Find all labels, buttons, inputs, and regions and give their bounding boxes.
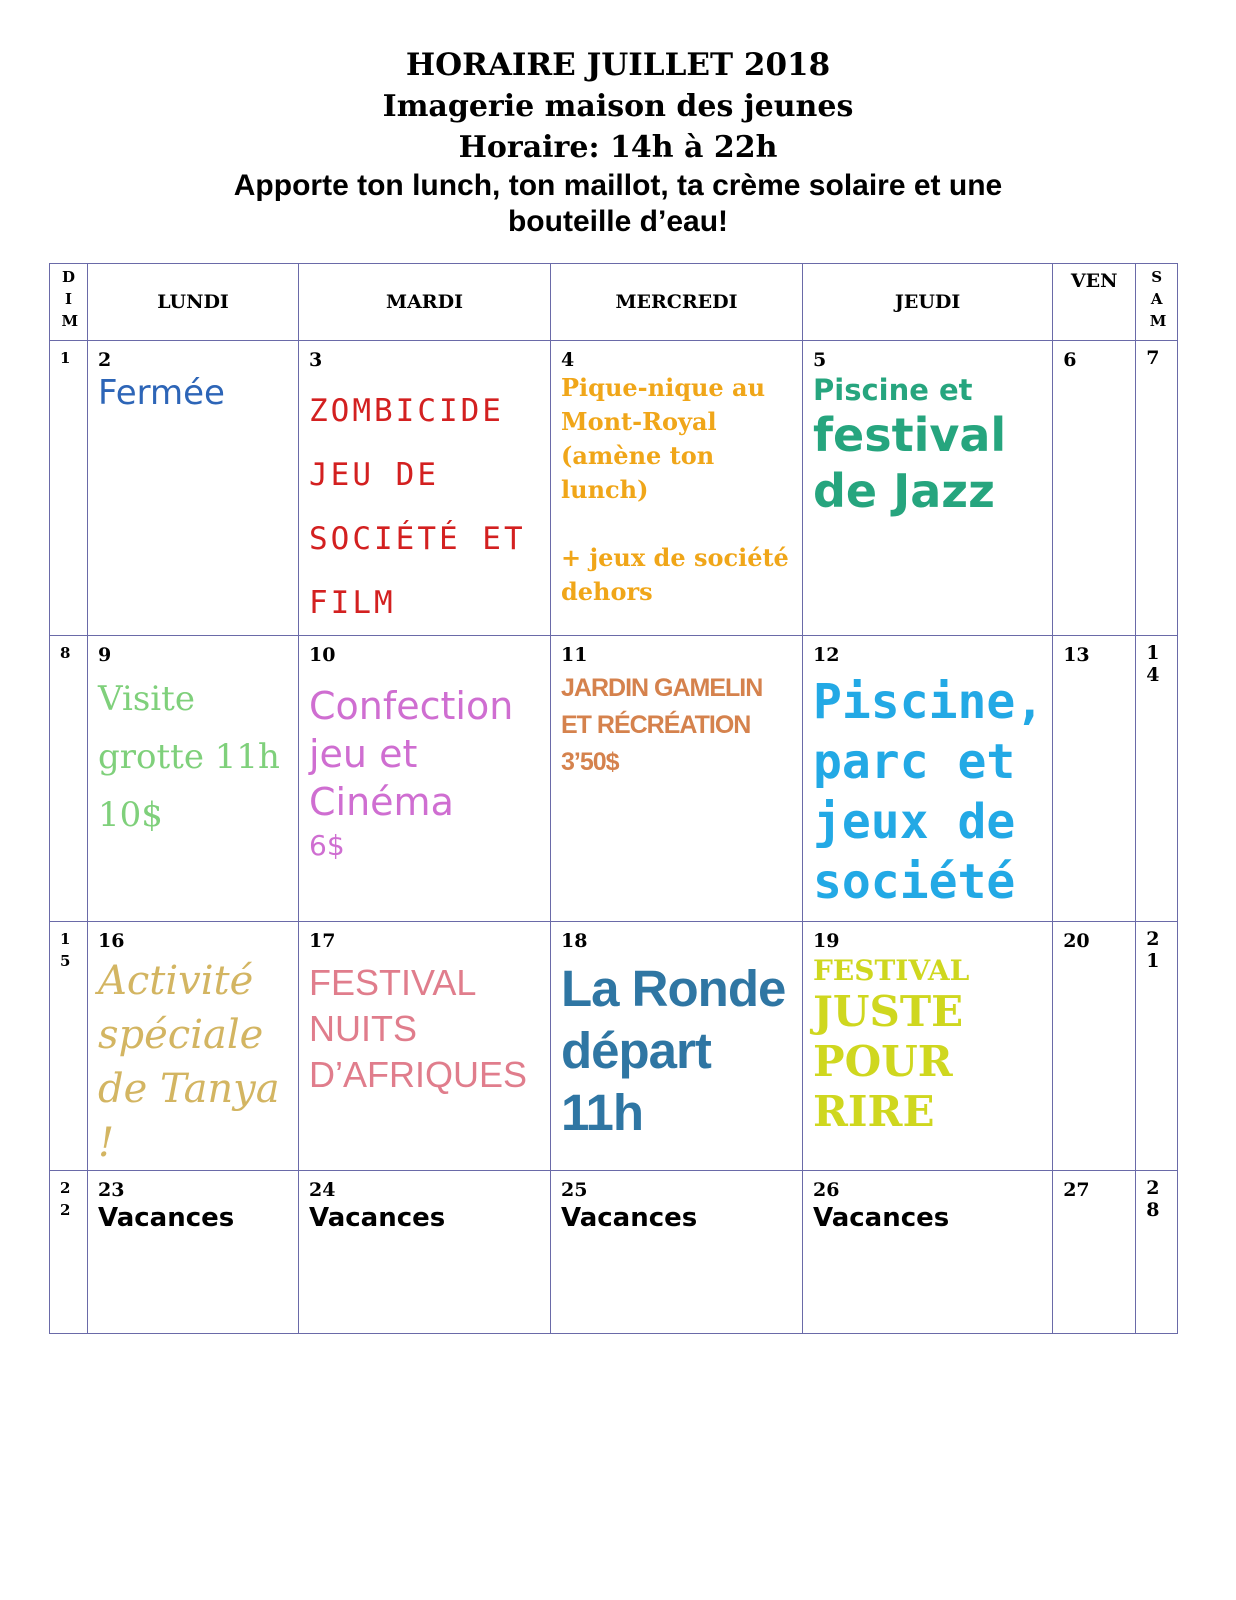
day-cell-saturday [1136, 922, 1178, 1171]
day-number: 11 [561, 644, 588, 666]
day-cell [299, 922, 551, 1171]
day-cell [803, 636, 1053, 922]
day-number: 2 [98, 349, 112, 371]
day-number: 4 [561, 349, 575, 371]
day-number: 24 [309, 1179, 336, 1201]
day-number: 22 [60, 1179, 71, 1219]
event-text: FESTIVAL NUITS D’AFRIQUES [309, 962, 528, 1095]
day-cell-saturday [1136, 636, 1178, 922]
event-text: Vacances [309, 1203, 446, 1233]
day-cell-friday [1053, 636, 1136, 922]
day-number: 27 [1063, 1179, 1090, 1201]
day-number: 12 [813, 644, 840, 666]
day-cell [299, 636, 551, 922]
day-cell-friday [1053, 1171, 1136, 1334]
day-cell [803, 1171, 1053, 1334]
day-number: 5 [813, 349, 827, 371]
day-number: 10 [309, 644, 336, 666]
day-header-sam: SAM [1136, 264, 1178, 341]
day-number: 20 [1063, 930, 1090, 952]
day-number: 17 [309, 930, 336, 952]
day-number: 18 [561, 930, 588, 952]
event-text: La Ronde départ 11h [561, 960, 786, 1141]
day-cell-sunday [50, 922, 88, 1171]
day-number: 14 [1146, 642, 1160, 686]
day-cell [803, 922, 1053, 1171]
day-cell [551, 636, 803, 922]
event-text: FESTIVAL [813, 954, 970, 987]
day-header-ven: VEN [1053, 264, 1136, 341]
day-cell [551, 922, 803, 1171]
day-number: 15 [60, 930, 71, 970]
day-number: 21 [1146, 928, 1160, 972]
day-number: 25 [561, 1179, 588, 1201]
event-text: Fermée [98, 373, 225, 413]
day-cell-sunday [50, 636, 88, 922]
event-text: ZOMBICIDE JEU DE SOCIÉTÉ ET FILM [309, 393, 526, 621]
day-cell [299, 341, 551, 636]
day-number: 28 [1146, 1177, 1160, 1221]
day-number: 1 [60, 349, 71, 367]
day-header-jeudi: JEUDI [803, 264, 1053, 341]
day-cell-friday [1053, 341, 1136, 636]
event-text: Pique-nique au Mont-Royal (amène ton lunch) [561, 373, 766, 504]
week-row [50, 1171, 1178, 1334]
event-text: Confection jeu et Cinéma [309, 684, 514, 824]
day-cell-saturday [1136, 1171, 1178, 1334]
day-number: 19 [813, 930, 840, 952]
day-number: 8 [60, 644, 71, 662]
event-text: Vacances [98, 1203, 235, 1233]
calendar-table [49, 263, 1178, 1334]
week-row [50, 922, 1178, 1171]
day-number: 23 [98, 1179, 125, 1201]
day-cell-sunday [50, 1171, 88, 1334]
day-cell [88, 636, 299, 922]
header [0, 44, 1236, 240]
event-text: Visite grotte 11h 10$ [98, 679, 280, 835]
note-line: Apporte ton lunch, ton maillot, ta crème solaire et une bouteille d’eau! [233, 169, 1003, 238]
day-number: 7 [1146, 347, 1160, 369]
page-subtitle: Imagerie maison des jeunes [382, 89, 854, 124]
event-text: Vacances [813, 1203, 950, 1233]
day-header-mercredi: MERCREDI [551, 264, 803, 341]
day-cell [88, 1171, 299, 1334]
week-row [50, 341, 1178, 636]
day-number: 3 [309, 349, 323, 371]
day-header-lundi: LUNDI [88, 264, 299, 341]
day-cell [299, 1171, 551, 1334]
event-text: Piscine, parc et jeux de société [813, 674, 1045, 910]
day-number: 6 [1063, 349, 1077, 371]
day-cell-friday [1053, 922, 1136, 1171]
event-text: Piscine et [813, 373, 973, 407]
day-cell-sunday [50, 341, 88, 636]
day-cell [551, 341, 803, 636]
day-number: 9 [98, 644, 112, 666]
event-text-large: JUSTE POUR RIRE [813, 987, 964, 1136]
day-header-mardi: MARDI [299, 264, 551, 341]
event-text-extra: + jeux de société dehors [561, 543, 789, 606]
event-text: Vacances [561, 1203, 698, 1233]
hours-line: Horaire: 14h à 22h [458, 130, 778, 165]
day-header-row [50, 264, 1178, 341]
day-number: 16 [98, 930, 125, 952]
event-text: Activité spéciale de Tanya ! [98, 958, 280, 1166]
day-cell [551, 1171, 803, 1334]
event-text: JARDIN GAMELIN ET RÉCRÉATION 3’50$ [561, 674, 763, 776]
day-number: 13 [1063, 644, 1090, 666]
week-row [50, 636, 1178, 922]
day-number: 26 [813, 1179, 840, 1201]
event-text-large: festival de Jazz [813, 408, 1007, 518]
day-cell [803, 341, 1053, 636]
day-cell [88, 341, 299, 636]
page-title: HORAIRE JUILLET 2018 [405, 47, 831, 83]
day-cell-saturday [1136, 341, 1178, 636]
event-price: 6$ [309, 829, 345, 862]
day-cell [88, 922, 299, 1171]
day-header-dim: DIM [50, 264, 88, 341]
